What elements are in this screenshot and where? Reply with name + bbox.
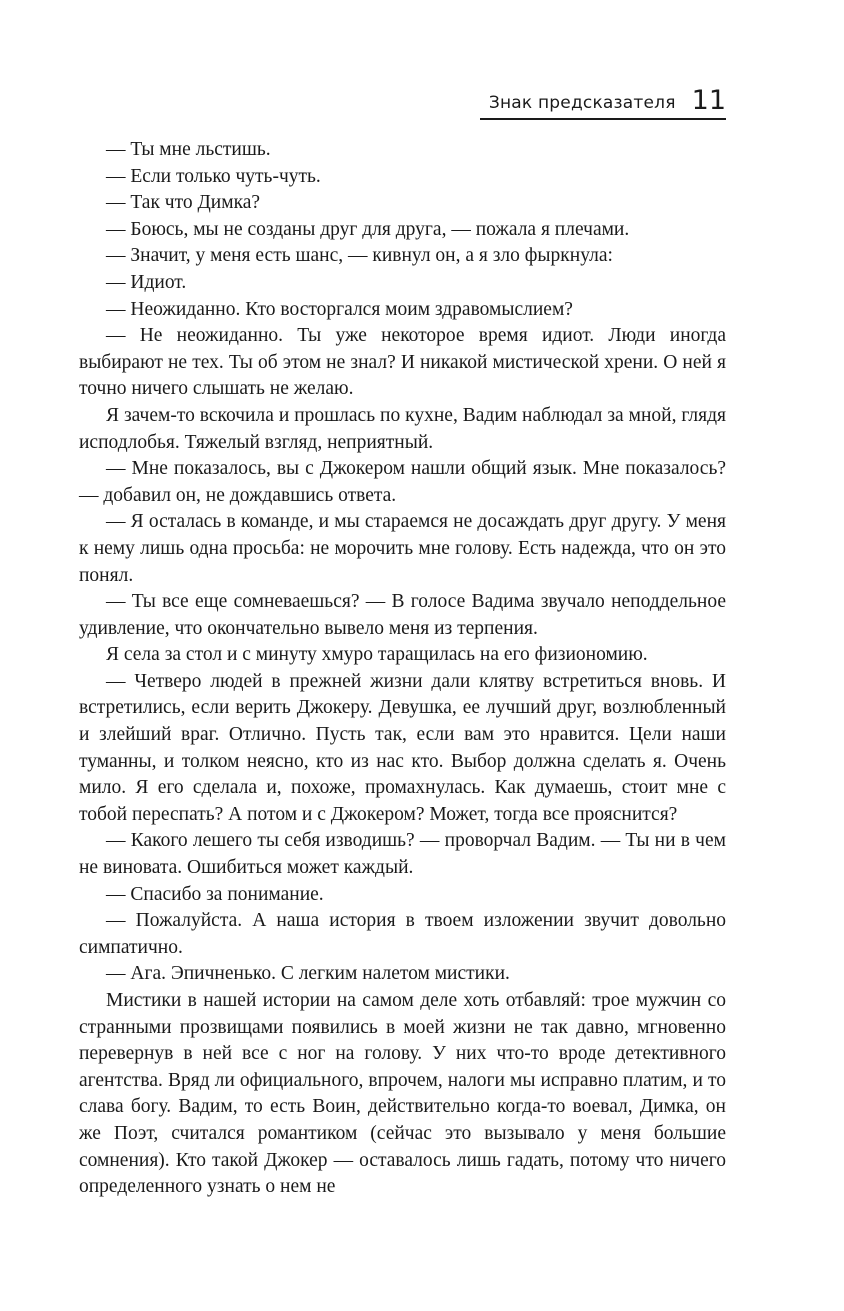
paragraph: — Мне показалось, вы с Джокером нашли общий язык. Мне показалось? — добавил он, не дождавшись ответа. — [79, 458, 726, 506]
paragraph: — Боюсь, мы не созданы друг для друга, — пожала я плечами. — [106, 218, 630, 240]
paragraph: — Пожалуйста. А наша история в твоем изложении звучит довольно симпатично. — [79, 910, 726, 958]
paragraph: — Ты мне льстишь. — [106, 139, 271, 160]
running-header — [480, 84, 726, 120]
paragraph: — Так что Димка? — [106, 192, 261, 214]
paragraph: — Если только чуть-чуть. — [106, 165, 321, 187]
body-text — [79, 137, 726, 1201]
paragraph: — Не неожиданно. Ты уже некоторое время идиот. Люди иногда выбирают не тех. Ты об этом не знал? И никакой мистической хрени. О ней я точно ничего слышать не желаю. — [79, 325, 726, 400]
paragraph: — Идиот. — [106, 271, 187, 293]
paragraph: Мистики в нашей истории на самом деле хоть отбавляй: трое мужчин со странными прозвищами появились в моей жизни не так давно, мгновенно перевернув в ней все с ног на голову. У них что-то вроде детективного агентства. Вряд ли официального, впрочем, налоги мы исправно платим, и то слава богу. Вадим, то есть Воин, действительно когда-то воевал, Димка, он же Поэт, считался романтиком (сейчас это вызывало у меня большие сомнения). Кто такой Джокер — оставалось лишь гадать, потому что ничего определенного узнать о нем не — [79, 990, 726, 1198]
running-header-title: Знак предсказателя — [488, 93, 676, 113]
paragraph: — Неожиданно. Кто восторгался моим здравомыслием? — [106, 298, 573, 320]
paragraph: Я села за стол и с минуту хмуро таращилась на его физиономию. — [106, 644, 648, 666]
paragraph: — Ты все еще сомневаешься? — В голосе Вадима звучало неподдельное удивление, что окончательно вывело меня из терпения. — [79, 591, 726, 639]
paragraph: — Я осталась в команде, и мы стараемся не досаждать друг другу. У меня к нему лишь одна просьба: не морочить мне голову. Есть надежда, что он это понял. — [79, 511, 726, 586]
paragraph: — Спасибо за понимание. — [106, 883, 324, 905]
paragraph: — Какого лешего ты себя изводишь? — проворчал Вадим. — Ты ни в чем не виновата. Ошибиться может каждый. — [79, 830, 726, 879]
paragraph: — Четверо людей в прежней жизни дали клятву встретиться вновь. И встретились, если верить Джокеру. Девушка, ее лучший друг, возлюбленный и злейший враг. Отлично. Пусть так, если вам это нравится. Цели наши туманны, и толком неясно, кто из нас кто. Выбор должна сделать я. Очень мило. Я его сделала и, похоже, промахнулась. Как думаешь, стоит мне с тобой переспать? А потом и с Джокером? Может, тогда все прояснится? — [79, 670, 726, 825]
page-number: 11 — [691, 85, 726, 116]
paragraph: — Значит, у меня есть шанс, — кивнул он, а я зло фыркнула: — [106, 245, 613, 267]
paragraph: — Ага. Эпичненько. С легким налетом мистики. — [106, 963, 510, 985]
paragraph: Я зачем-то вскочила и прошлась по кухне, Вадим наблюдал за мной, глядя исподлобья. Тяжелый взгляд, неприятный. — [79, 404, 726, 453]
